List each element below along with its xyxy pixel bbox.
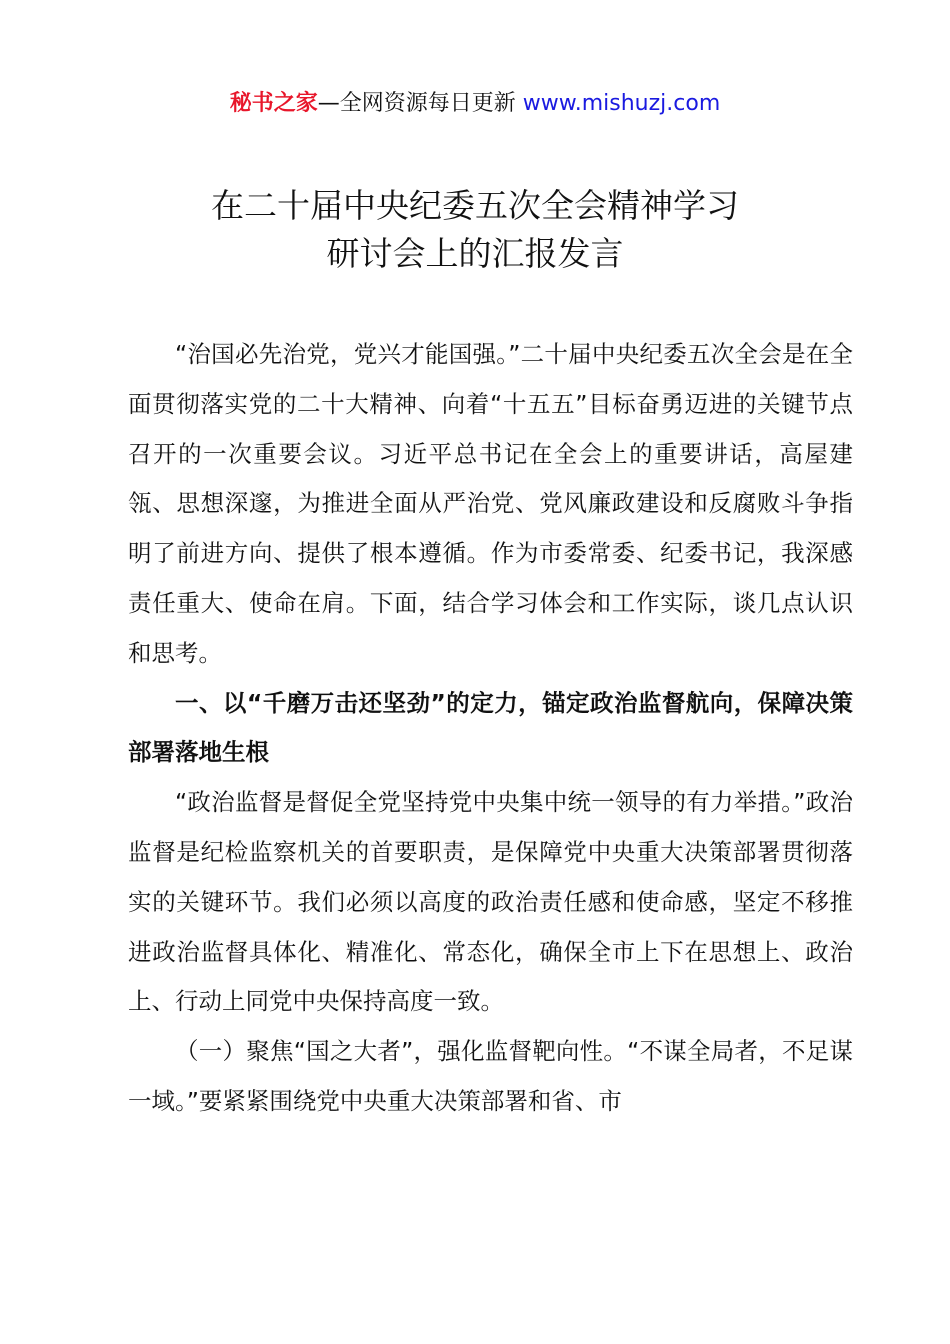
section-heading-1: 一、以“千磨万击还坚劲”的定力，锚定政治监督航向，保障决策部署落地生根: [128, 688, 853, 767]
site-url-link[interactable]: www.mishuzj.com: [522, 91, 721, 116]
intro-paragraph: “治国必先治党，党兴才能国强。”二十届中央纪委五次全会是在全面贯彻落实党的二十大精神、向着“十五五”目标奋勇迈进的关键节点召开的一次重要会议。习近平总书记在全会上的重要讲话，高屋建瓴、思想深邃，为推进全面从严治党、党风廉政建设和反腐败斗争指明了前进方向、提供了根本遵循。作为市委常委、纪委书记，我深感责任重大、使命在肩。下面，结合学习体会和工作实际，谈几点认识和思考。: [128, 340, 853, 667]
brand-name: 秘书之家: [229, 91, 318, 116]
title-line-2: 研讨会上的汇报发言: [326, 234, 624, 273]
header-slogan: —全网资源每日更新: [317, 91, 523, 116]
document-title: [0, 182, 950, 278]
site-header: [0, 88, 950, 120]
section-1-paragraph: “政治监督是督促全党坚持党中央集中统一领导的有力举措。”政治监督是纪检监察机关的首要职责，是保障党中央重大决策部署贯彻落实的关键环节。我们必须以高度的政治责任感和使命感，坚定不移推进政治监督具体化、精准化、常态化，确保全市上下在思想上、政治上、行动上同党中央保持高度一致。: [128, 788, 853, 1016]
document-body: [128, 330, 853, 1127]
title-line-1: 在二十届中央纪委五次全会精神学习: [211, 186, 739, 225]
subsection-1-paragraph: （一）聚焦“国之大者”，强化监督靶向性。“不谋全局者，不足谋一域。”要紧紧围绕党中央重大决策部署和省、市: [128, 1037, 853, 1115]
